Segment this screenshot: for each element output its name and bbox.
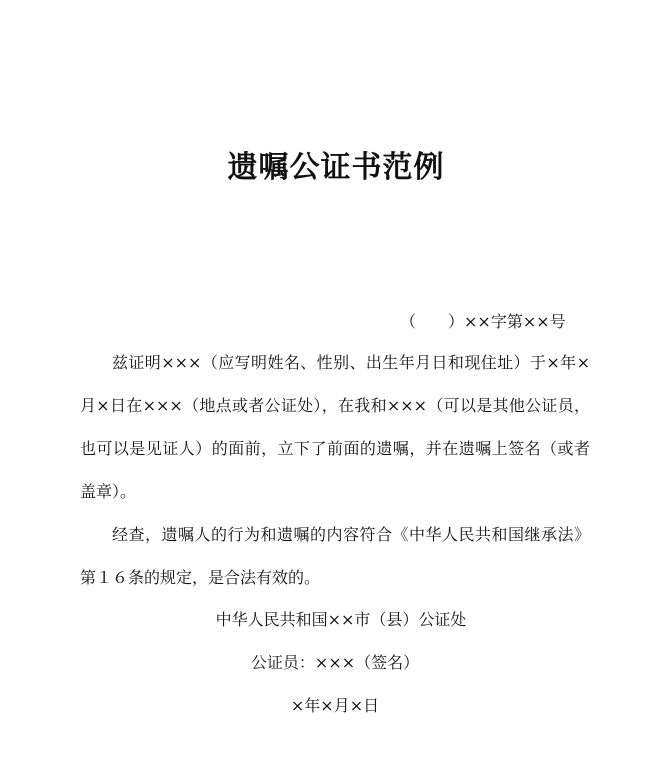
certification-paragraph: 兹证明×××（应写明姓名、性别、出生年月日和现住址）于×年×月×日在×××（地点或者公证处），在我和×××（可以是其他公证员，也可以是见证人）的面前，立下了前面的遗嘱，并在遗嘱上签名（或者盖章）。 [80, 353, 590, 501]
legal-basis-paragraph: 经查，遗嘱人的行为和遗嘱的内容符合《中华人民共和国继承法》第１６条的规定，是合法有效的。 [80, 525, 590, 587]
notary-office: 中华人民共和国××市（县）公证处 [215, 610, 467, 629]
notary-signature-line: 公证员：×××（签名） [250, 653, 420, 672]
document-title: 遗嘱公证书范例 [227, 150, 445, 185]
document-date: ×年×月×日 [290, 696, 380, 715]
document-number: （ ）××字第××号 [400, 312, 566, 331]
